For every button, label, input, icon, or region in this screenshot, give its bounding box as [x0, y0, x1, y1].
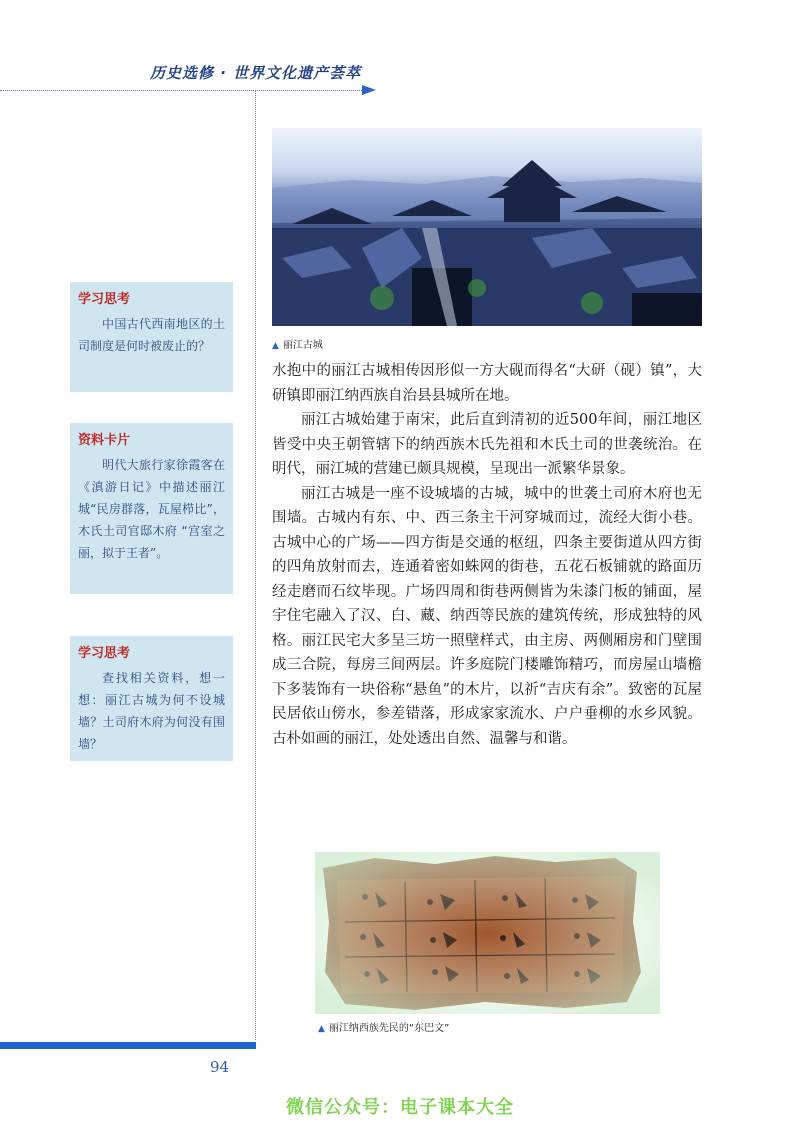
box-text: 查找相关资料，想一想：丽江古城为何不设城墙？土司府木府为何没有围墙？ [78, 671, 225, 751]
box-title: 资料卡片 [78, 433, 131, 448]
header-title: 历史选修 · 世界文化遗产荟萃 [150, 64, 362, 82]
caption-text: 丽江纳西族先民的“东巴文” [328, 1023, 450, 1034]
caption-text: 丽江古城 [282, 340, 323, 351]
study-question-box [70, 282, 233, 392]
info-card-box [70, 423, 233, 594]
lijiang-old-town-photo [272, 128, 702, 326]
paragraph: 丽江古城是一座不设城墙的古城，城中的世袭土司府木府也无围墙。古城内有东、中、西三条主干河穿城而过，流经大街小巷。古城中心的广场——四方街是交通的枢纽，四条主要街道从四方街的四角放射而去，连通着密如蛛网的街巷，五花石板铺就的路面历经走磨而石纹毕现。广场四周和街巷两侧皆为朱漆门板的铺面，屋宇住宅融入了汉、白、藏、纳西等民族的建筑传统，形成独特的风格。丽江民宅大多呈三坊一照壁样式，由主房、两侧厢房和门壁围成三合院，每房三间两层。许多庭院门楼雕饰精巧，而房屋山墙檐下多装饰有一块俗称“悬鱼”的木片，以祈“吉庆有余”。致密的瓦屋民居依山傍水，参差错落，形成家家流水、户户垂柳的水乡风貌。古朴如画的丽江，处处透出自然、温馨与和谐。 [272, 485, 702, 747]
paragraph: 丽江古城始建于南宋，此后直到清初的近500年间，丽江地区皆受中央王朝管辖下的纳西族木氏先祖和木氏土司的世袭统治。在明代，丽江城的营建已颇具规模，呈现出一派繁华景象。 [272, 412, 702, 477]
figure-caption [272, 336, 323, 351]
box-text: 中国古代西南地区的土司制度是何时被废止的？ [78, 317, 225, 353]
dongba-manuscript-illustration [315, 852, 660, 1014]
rooftops-illustration [272, 128, 702, 326]
dongba-script-photo [315, 852, 660, 1014]
main-text [272, 359, 702, 751]
column-divider [255, 90, 256, 1040]
box-title: 学习思考 [78, 292, 131, 307]
header-arrow-icon [362, 85, 376, 95]
footer-bar [0, 1042, 256, 1049]
page-number: 94 [210, 1058, 230, 1076]
figure-caption [318, 1019, 449, 1034]
triangle-marker-icon: ▲ [272, 341, 279, 351]
watermark: 微信公众号：电子课本大全 [286, 1097, 514, 1118]
header-divider [0, 90, 372, 91]
box-title: 学习思考 [78, 646, 131, 661]
triangle-marker-icon: ▲ [318, 1024, 325, 1034]
study-question-box [70, 636, 233, 761]
paragraph: 水抱中的丽江古城相传因形似一方大砚而得名“大研（砚）镇”，大研镇即丽江纳西族自治县县城所在地。 [272, 363, 702, 404]
box-text: 明代大旅行家徐霞客在《滇游日记》中描述丽江城“民房群落，瓦屋栉比”，木氏土司官邸木府 “宫室之丽，拟于王者”。 [78, 458, 225, 560]
